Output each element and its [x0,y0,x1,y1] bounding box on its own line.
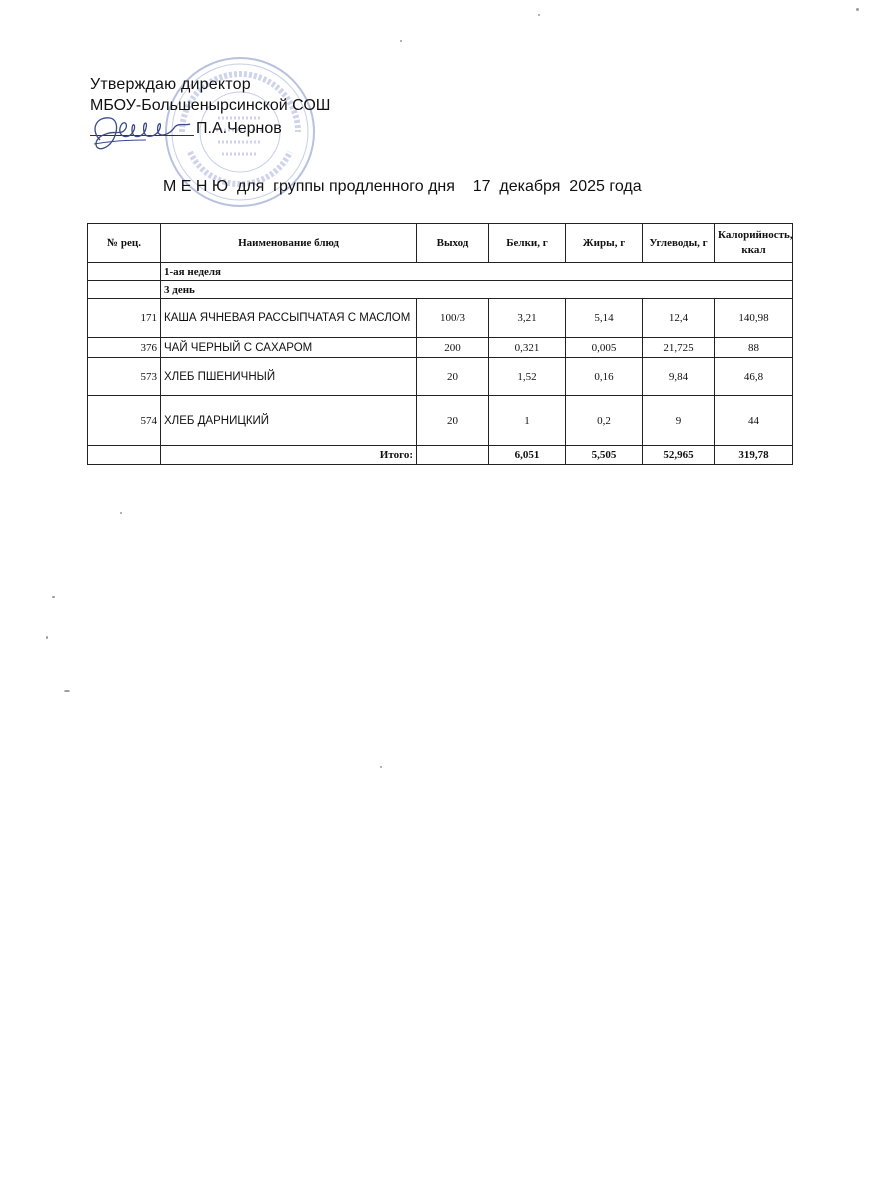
header-carbs: Углеводы, г [643,224,715,263]
scan-speck [538,14,540,16]
day-row [88,281,793,299]
table-row [88,358,793,396]
protein-value: 3,21 [489,299,566,338]
scan-speck [400,40,402,42]
total-output-empty [417,446,489,465]
fat-value: 5,14 [566,299,643,338]
dish-name: ЧАЙ ЧЕРНЫЙ С САХАРОМ [161,338,417,358]
dish-name: ХЛЕБ ПШЕНИЧНЫЙ [161,358,417,396]
menu-title: М Е Н Ю для группы продленного дня 17 декабря 2025 года [163,178,642,195]
protein-value: 1 [489,396,566,446]
header-num: № рец. [88,224,161,263]
fat-value: 0,005 [566,338,643,358]
carbs-value: 9,84 [643,358,715,396]
output-value: 20 [417,358,489,396]
header-output: Выход [417,224,489,263]
total-row [88,446,793,465]
scan-speck [856,8,859,11]
kcal-value: 46,8 [715,358,793,396]
recipe-number: 573 [88,358,161,396]
scan-speck [380,766,382,768]
total-carbs: 52,965 [643,446,715,465]
day-rest [417,281,793,299]
director-name: П.А.Чернов [196,120,282,137]
table-row [88,299,793,338]
table-row [88,338,793,358]
dish-name: ХЛЕБ ДАРНИЦКИЙ [161,396,417,446]
output-value: 200 [417,338,489,358]
approval-title: Утверждаю директор [90,76,251,93]
day-empty-cell [88,281,161,299]
dish-name: КАША ЯЧНЕВАЯ РАССЫПЧАТАЯ С МАСЛОМ [161,299,417,338]
handwritten-signature [86,110,196,158]
week-label: 1-ая неделя [161,263,417,281]
recipe-number: 376 [88,338,161,358]
output-value: 100/3 [417,299,489,338]
carbs-value: 21,725 [643,338,715,358]
day-label: 3 день [161,281,417,299]
header-fat: Жиры, г [566,224,643,263]
protein-value: 1,52 [489,358,566,396]
carbs-value: 9 [643,396,715,446]
header-kcal: Калорийность, ккал [715,224,793,263]
kcal-value: 44 [715,396,793,446]
table-header-row [88,224,793,263]
scan-speck [64,690,70,692]
approval-organization: МБОУ-Большенырсинской СОШ [90,97,331,114]
menu-table [87,223,793,465]
output-value: 20 [417,396,489,446]
week-empty-cell [88,263,161,281]
week-row [88,263,793,281]
fat-value: 0,2 [566,396,643,446]
total-label: Итого: [161,446,417,465]
fat-value: 0,16 [566,358,643,396]
total-empty-cell [88,446,161,465]
recipe-number: 574 [88,396,161,446]
table-row [88,396,793,446]
scan-speck [52,596,55,598]
kcal-value: 88 [715,338,793,358]
total-protein: 6,051 [489,446,566,465]
protein-value: 0,321 [489,338,566,358]
scan-speck [46,636,48,639]
total-kcal: 319,78 [715,446,793,465]
carbs-value: 12,4 [643,299,715,338]
header-name: Наименование блюд [161,224,417,263]
kcal-value: 140,98 [715,299,793,338]
scan-speck [120,512,122,514]
total-fat: 5,505 [566,446,643,465]
recipe-number: 171 [88,299,161,338]
header-protein: Белки, г [489,224,566,263]
week-rest [417,263,793,281]
